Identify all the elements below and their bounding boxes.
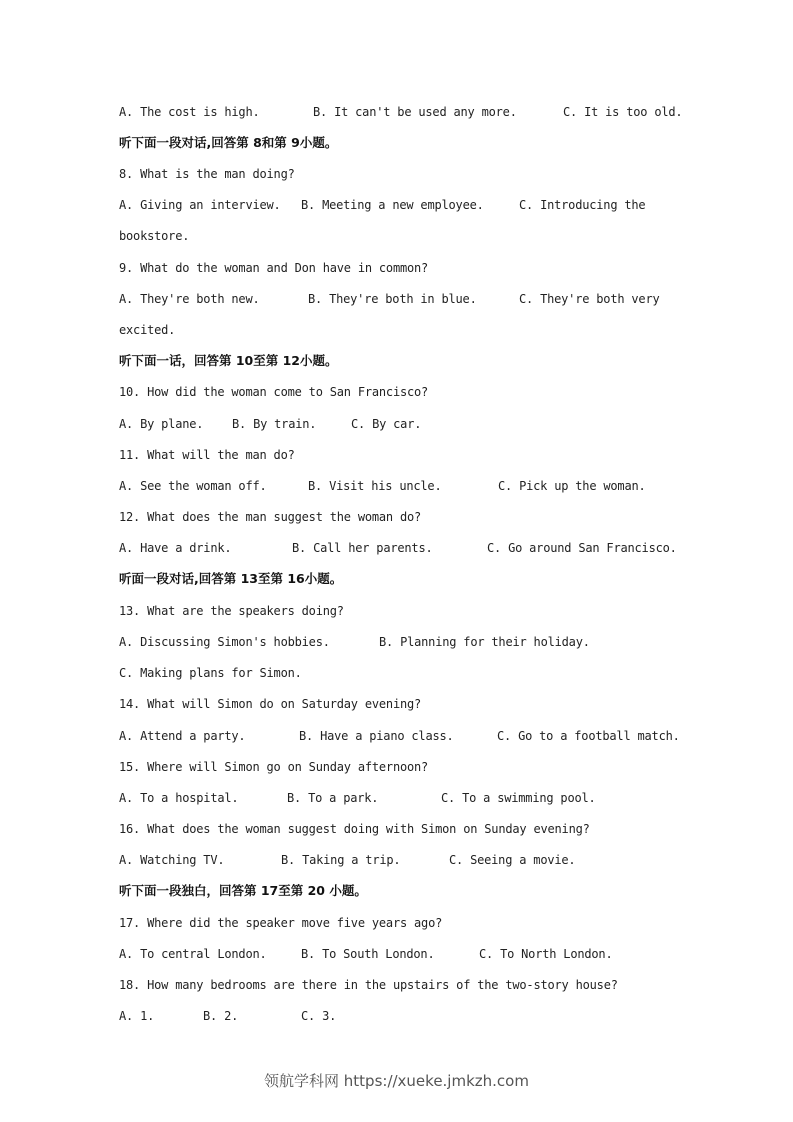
section-instruction: 听下面一段对话,回答第 8和第 9小题。: [119, 135, 338, 150]
section-instruction: 听面一段对话,回答第 13至第 16小题。: [119, 571, 343, 586]
answer-option-b: B. Visit his uncle.: [308, 479, 442, 493]
question-stem: 11. What will the man do?: [119, 448, 295, 462]
answer-option-c: C. Pick up the woman.: [498, 479, 646, 493]
question-stem: 12. What does the man suggest the woman do?: [119, 510, 422, 524]
answer-option-c: C. Go around San Francisco.: [487, 541, 677, 555]
answer-option-c: C. To North London.: [479, 947, 613, 961]
answer-options-row: [119, 632, 679, 652]
answer-option-c: C. To a swimming pool.: [441, 791, 596, 805]
answer-option-b: B. Meeting a new employee.: [301, 198, 484, 212]
question-stem: 15. Where will Simon go on Sunday afternoon?: [119, 760, 429, 774]
question-stem: 16. What does the woman suggest doing with Simon on Sunday evening?: [119, 822, 590, 836]
answer-option-a: A. The cost is high.: [119, 105, 260, 119]
answer-option-b: B. By train.: [232, 417, 317, 431]
answer-option-a: A. To central London.: [119, 947, 267, 961]
answer-options-row: [119, 102, 683, 122]
text-continuation: excited.: [119, 323, 176, 337]
answer-options-row: [119, 476, 679, 496]
answer-option-b: B. 2.: [203, 1009, 239, 1023]
answer-option-c: C. Introducing the: [519, 198, 646, 212]
answer-option-c: C. Go to a football match.: [497, 729, 680, 743]
answer-option-c: C. They're both very: [519, 292, 660, 306]
question-stem: 8. What is the man doing?: [119, 167, 295, 181]
answer-options-row: [119, 726, 679, 746]
answer-options-row: [119, 788, 679, 808]
answer-option-b: B. It can't be used any more.: [313, 105, 517, 119]
answer-option-a: A. Watching TV.: [119, 853, 225, 867]
question-stem: 13. What are the speakers doing?: [119, 604, 344, 618]
answer-option-b: B. To South London.: [301, 947, 435, 961]
answer-option-a: A. 1.: [119, 1009, 155, 1023]
question-stem: 14. What will Simon do on Saturday evening?: [119, 697, 422, 711]
answer-option-b: B. Call her parents.: [292, 541, 433, 555]
answer-option-c: C. It is too old.: [563, 105, 683, 119]
answer-option-a: A. Discussing Simon's hobbies.: [119, 635, 330, 649]
answer-option-a: A. Giving an interview.: [119, 198, 281, 212]
answer-option-b: B. Planning for their holiday.: [379, 635, 590, 649]
answer-options-row: [119, 195, 679, 215]
question-stem: 10. How did the woman come to San Francisco?: [119, 385, 429, 399]
text-continuation: C. Making plans for Simon.: [119, 666, 302, 680]
answer-option-a: A. See the woman off.: [119, 479, 267, 493]
answer-option-a: A. To a hospital.: [119, 791, 239, 805]
answer-option-c: C. 3.: [301, 1009, 337, 1023]
section-instruction: 听下面一段独白，回答第 17至第 20 小题。: [119, 883, 367, 898]
question-stem: 17. Where did the speaker move five years ago?: [119, 916, 443, 930]
text-continuation: bookstore.: [119, 229, 190, 243]
answer-option-b: B. To a park.: [287, 791, 379, 805]
answer-options-row: [119, 538, 679, 558]
answer-option-c: C. Seeing a movie.: [449, 853, 576, 867]
section-instruction: 听下面一话，回答第 10至第 12小题。: [119, 353, 338, 368]
footer-watermark: 领航学科网 https://xueke.jmkzh.com: [264, 1072, 529, 1090]
answer-options-row: [119, 414, 679, 434]
answer-option-b: B. Taking a trip.: [281, 853, 401, 867]
answer-option-c: C. By car.: [351, 417, 422, 431]
answer-option-a: A. By plane.: [119, 417, 204, 431]
answer-option-a: A. They're both new.: [119, 292, 260, 306]
question-stem: 9. What do the woman and Don have in common?: [119, 261, 429, 275]
answer-option-b: B. Have a piano class.: [299, 729, 454, 743]
answer-option-a: A. Have a drink.: [119, 541, 232, 555]
answer-option-b: B. They're both in blue.: [308, 292, 477, 306]
answer-options-row: [119, 850, 679, 870]
answer-options-row: [119, 289, 679, 309]
answer-option-a: A. Attend a party.: [119, 729, 246, 743]
question-stem: 18. How many bedrooms are there in the upstairs of the two-story house?: [119, 978, 618, 992]
answer-options-row: [119, 944, 679, 964]
answer-options-row: [119, 1006, 679, 1026]
